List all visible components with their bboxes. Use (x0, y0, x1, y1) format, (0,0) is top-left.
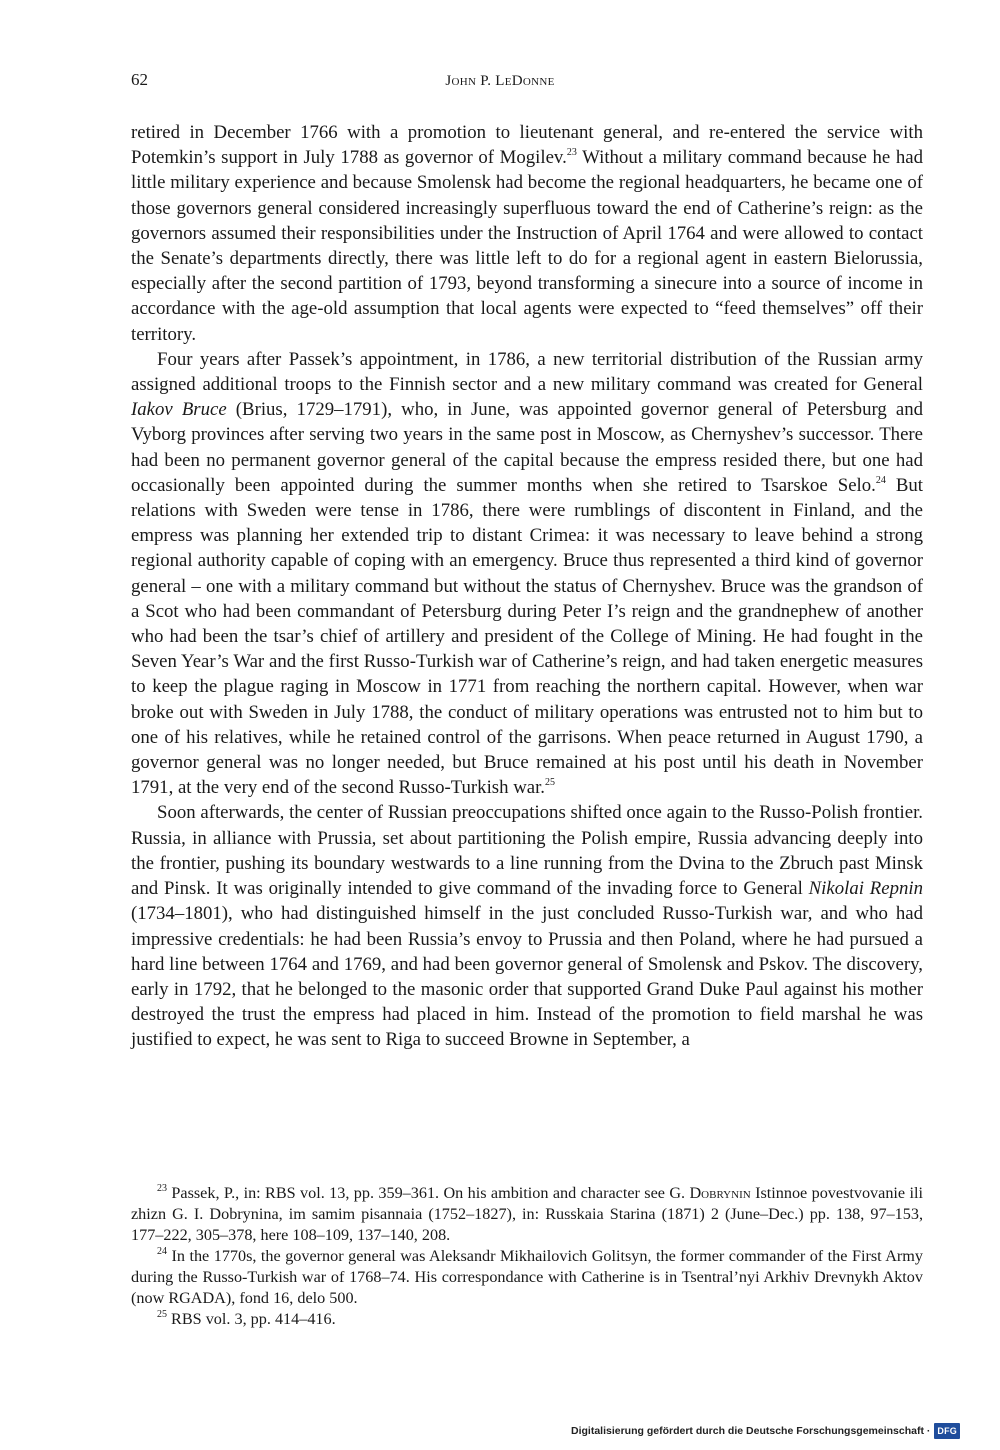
running-head-author: John P. LeDonne (445, 73, 555, 89)
footnote-author: Dobrynin (689, 1184, 751, 1202)
paragraph-3-text-b: (1734–1801), who had distinguished himself in the just concluded Russo-Turkish war, and who had impressive credentials: he had been Russia’s envoy to Prussia and then Poland, where he had pursued a hard line between 1764 and 1769, and had been governor general of Smolensk and Pskov. The discovery, early in 1792, that he belonged to the masonic order that supported Grand Duke Paul against his mother destroyed the trust the empress had placed in him. Instead of the promotion to field marshal he was justified to expect, he was sent to Riga to succeed Browne in September, a (131, 903, 923, 1051)
footnote-text: In the 1770s, the governor general was Aleksandr Mikhailovich Golitsyn, the former commander of the First Army during the Russo-Turkish war of 1768–74. His correspondance with Catherine is in Tsentral’nyi Arkhiv Drevnykh Aktov (now RGADA), fond 16, delo 500. (131, 1247, 923, 1307)
footnote-23 (131, 1183, 923, 1246)
footnote-24 (131, 1246, 923, 1309)
paragraph-2-text-a: Four years after Passek’s appointment, in 1786, a new territorial distribution of the Russian army assigned additional troops to the Finnish sector and a new military command was created for General (131, 348, 923, 396)
footnote-number: 25 (157, 1308, 167, 1320)
person-name-repnin: Nikolai Repnin (808, 878, 923, 900)
footnote-25 (131, 1309, 923, 1330)
footnote-text: RBS vol. 3, pp. 414–416. (167, 1310, 336, 1328)
digitization-credit (571, 1423, 960, 1439)
dfg-logo-icon: DFG (934, 1423, 960, 1439)
footnote-text: Istinnoe povestvovanie ili zhizn G. I. Dobrynina, im samim pisannaia (1752–1827), in: Russkaia Starina (1871) 2 (June–Dec.) pp. 138, 97–153, 177–222, 305–378, here 108–109, 137–140, 208. (131, 1184, 923, 1244)
paragraph-1 (131, 120, 923, 347)
footnote-number: 24 (157, 1245, 167, 1257)
footnote-text: Passek, P., in: RBS vol. 13, pp. 359–361. On his ambition and character see G. (167, 1184, 690, 1202)
running-head (0, 71, 1000, 91)
person-name-bruce: Iakov Bruce (131, 399, 227, 421)
footnote-ref-25: 25 (545, 777, 556, 789)
paragraph-3-text-a: Soon afterwards, the center of Russian preoccupations shifted once again to the Russo-Polish frontier. Russia, in alliance with Prussia, set about partitioning the Polish empire, Russia advancing deeply into the frontier, pushing its boundary westwards to a line running from the Dvina to the Zbruch past Minsk and Pinsk. It was originally intended to give command of the invading force to General (131, 802, 923, 900)
paragraph-3 (131, 800, 923, 1052)
paragraph-1-text-b: Without a military command because he had little military experience and because Smolensk had become the regional headquarters, he became one of those governors general considered increasingly superfluous toward the end of Catherine’s reign: as the governors assumed their responsibilities under the Instruction of April 1764 and were allowed to contact the Senate’s departments directly, there was little left to do for a regional agent in eastern Bielorussia, especially after the second partition of 1793, beyond transforming a sinecure into a source of income in accordance with the age-old assumption that local agents were expected to “feed themselves” off their territory. (131, 147, 924, 345)
paragraph-2-text-b: (Brius, 1729–1791), who, in June, was appointed governor general of Petersburg and Vyborg provinces after serving two years in the same post in Moscow, as Chernyshev’s successor. There had been no permanent governor general of the capital because the empress resided there, but one had occasionally been appointed during the summer months when she retired to Tsarskoe Selo. (131, 399, 923, 496)
credit-text: Digitalisierung gefördert durch die Deutsche Forschungsgemeinschaft · (571, 1425, 931, 1437)
paragraph-1-text-a: retired in December 1766 with a promotion to lieutenant general, and re-entered the service with Potemkin’s support in July 1788 as governor of Mogilev. (131, 122, 923, 169)
footnote-ref-23: 23 (566, 146, 577, 158)
paragraph-2 (131, 347, 923, 801)
footnote-number: 23 (157, 1182, 167, 1194)
paragraph-2-text-c: But relations with Sweden were tense in 1786, there were rumblings of discontent in Finland, and the empress was planning her extended trip to distant Crimea: it was necessary to leave behind a strong regional authority capable of coping with an emergency. Bruce thus represented a third kind of governor general – one with a military command but without the status of Chernyshev. Bruce was the grandson of a Scot who had been commandant of Petersburg during Peter I’s reign and the grandnephew of another who had been the tsar’s chief of artillery and president of the College of Mining. He had fought in the Seven Year’s War and the first Russo-Turkish war of Catherine’s reign, and had taken energetic measures to keep the plague raging in Moscow in 1771 from reaching the northern capital. However, when war broke out with Sweden in July 1788, the conduct of military operations was entrusted not to him but to one of his relatives, while he retained control of the garrisons. When peace returned in August 1790, a governor general was no longer needed, but Bruce remained at his post until his death in November 1791, at the very end of the second Russo-Turkish war. (131, 474, 923, 799)
footnote-ref-24: 24 (875, 474, 886, 486)
page-number: 62 (131, 70, 148, 89)
body-text (131, 120, 923, 1053)
footnotes (131, 1183, 923, 1330)
